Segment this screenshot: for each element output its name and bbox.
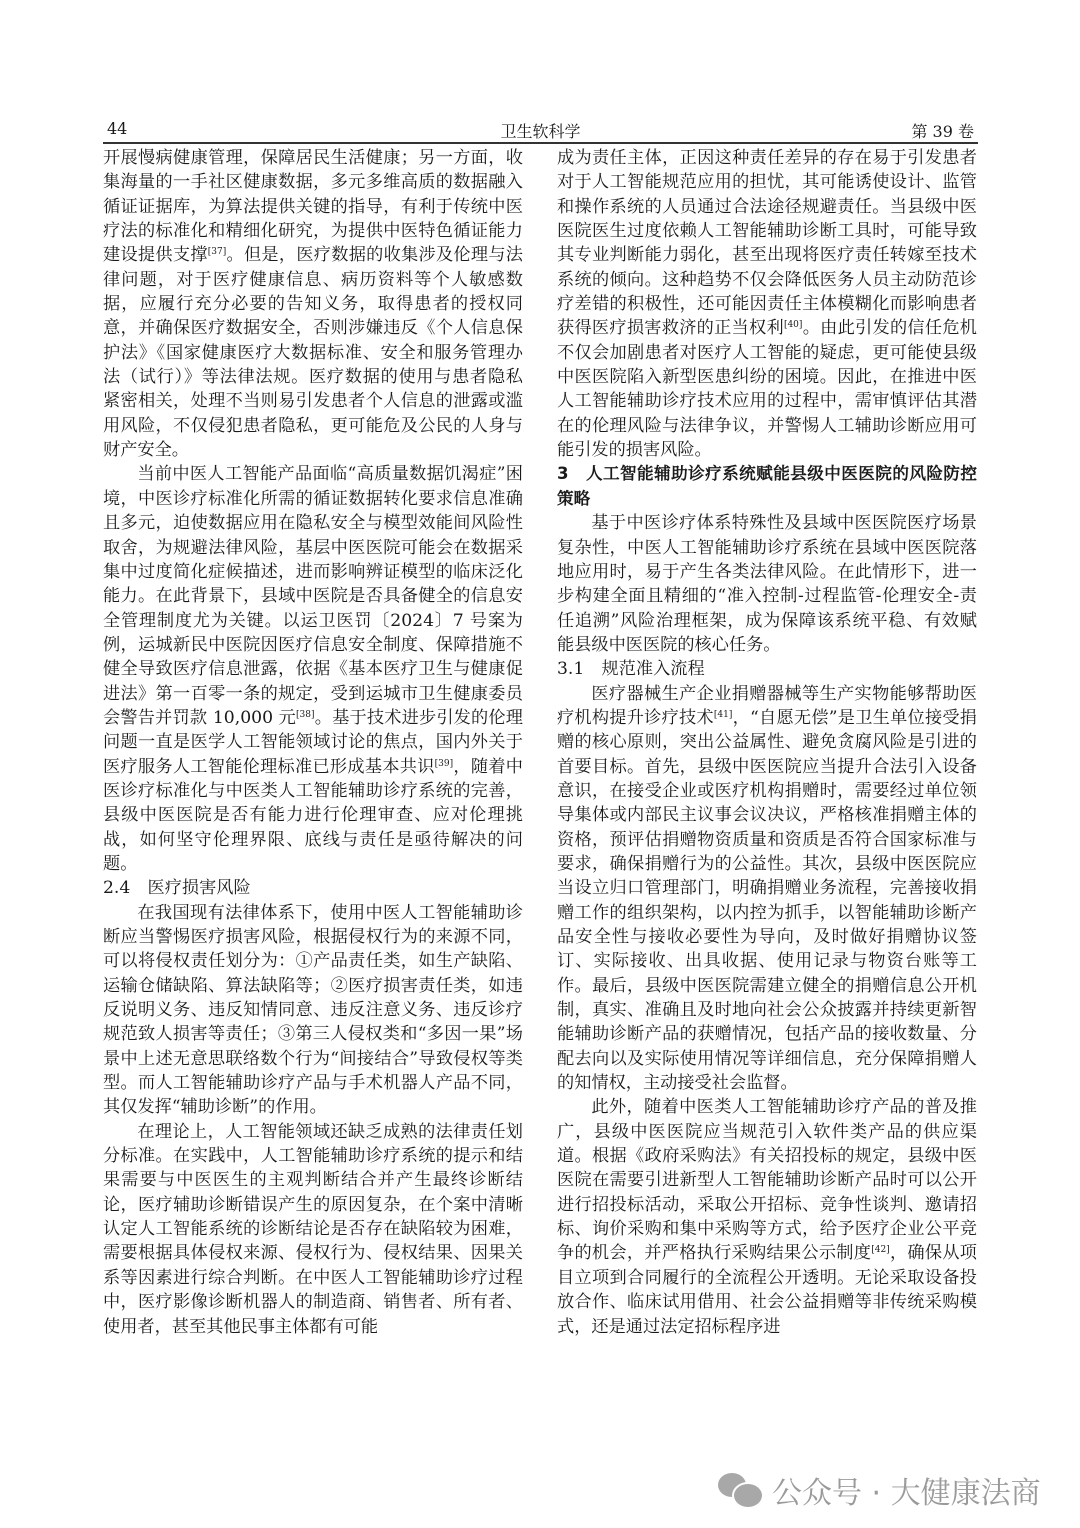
paragraph: 在理论上，人工智能领域还缺乏成熟的法律责任划分标准。在实践中，人工智能辅助诊疗系统的提示和结果需要与中医医生的主观判断结合并产生最终诊断结论，医疗辅助诊断错误产生的原因复杂，在个案中清晰认定人工智能系统的诊断结论是否存在缺陷较为困难，需要根据具体侵权来源、侵权行为、侵权结果、因果关系等因素进行综合判断。在中医人工智能辅助诊疗过程中，医疗影像诊断机器人的制造商、销售者、所有者、使用者，甚至其他民事主体都有可能 bbox=[103, 1121, 523, 1337]
citation[interactable]: [42] bbox=[871, 1245, 890, 1256]
citation[interactable]: [41] bbox=[713, 709, 733, 720]
paragraph: 在我国现有法律体系下，使用中医人工智能辅助诊断应当警惕医疗损害风险，根据侵权行为的来源不同，可以将侵权责任划分为：①产品责任类，如生产缺陷、运输仓储缺陷、算法缺陷等；②医疗损害责任类，如违反说明义务、违反知情同意、违反注意义务、违反诊疗规范致人损害等责任；③第三人侵权类和“多因一果”场景中上述无意思联络数个行为“间接结合”导致侵权等类型。而人工智能辅助诊疗产品与手术机器人产品不同，其仅发挥“辅助诊断”的作用。 bbox=[103, 902, 523, 1118]
watermark bbox=[718, 1470, 1041, 1510]
left-column bbox=[103, 146, 523, 1339]
wechat-icon bbox=[718, 1473, 762, 1507]
journal-title: 卫生软科学 bbox=[500, 122, 581, 141]
paragraph: 当前中医人工智能产品面临“高质量数据饥渴症”困境，中医诊疗标准化所需的循证数据转化要求信息准确且多元，迫使数据应用在隐私安全与模型效能间风险性取舍，为规避法律风险，基层中医医院可能会在数据采集中过度简化症候描述，进而影响辨证模型的临床泛化能力。在此背景下，县域中医院是否具备健全的信息安全管理制度尤为关键。以运卫医罚〔2024〕7 号案为例，运城新民中医院因医疗信息安全制度、保障措施不健全导致医疗信息泄露，依据《基本医疗卫生与健康促进法》第一百零一条的规定，受到运城市卫生健康委员会警告并罚款 10,000 元[38]。基于技术进步引发的伦理问题一直是医学人工智能领域讨论的焦点，国内外关于医疗服务人工智能伦理标准已形成基本共识[39]，随着中医诊疗标准化与中医类人工智能辅助诊疗系统的完善，县级中医医院是否有能力进行伦理审查、应对伦理挑战，如何坚守伦理界限、底线与责任是亟待解决的问题。 bbox=[103, 464, 523, 874]
page-number: 44 bbox=[107, 119, 128, 138]
paragraph: 开展慢病健康管理，保障居民生活健康；另一方面，收集海量的一手社区健康数据，多元多维高质的数据融入循证证据库，为算法提供关键的指导，有利于传统中医疗法的标准化和精细化研究，为提供中医特色循证能力建设提供支撑[37]。但是，医疗数据的收集涉及伦理与法律问题，对于医疗健康信息、病历资料等个人敏感数据，应履行充分必要的告知义务，取得患者的授权同意，并确保医疗数据安全，否则涉嫌违反《个人信息保护法》《国家健康医疗大数据标准、安全和服务管理办法（试行）》等法律法规。医疗数据的使用与患者隐私紧密相关，处理不当则易引发患者个人信息的泄露或滥用风险，不仅侵犯患者隐私，更可能危及公民的人身与财产安全。 bbox=[103, 148, 523, 461]
right-column bbox=[557, 146, 977, 1339]
paragraph: 基于中医诊疗体系特殊性及县域中医医院医疗场景复杂性，中医人工智能辅助诊疗系统在县域中医医院落地应用时，易于产生各类法律风险。在此情形下，进一步构建全面且精细的“准入控制-过程监管-伦理安全-责任追溯”风险治理框架，成为保障该系统平稳、有效赋能县级中医医院的核心任务。 bbox=[557, 513, 977, 655]
paragraph: 医疗器械生产企业捐赠器械等生产实物能够帮助医疗机构提升诊疗技术[41]，“自愿无偿”是卫生单位接受捐赠的核心原则，突出公益属性、避免贪腐风险是引进的首要目标。首先，县级中医医院应当提升合法引入设备意识，在接受企业或医疗机构捐赠时，需要经过单位领导集体或内部民主议事会议决议，严格核准捐赠主体的资格，预评估捐赠物资质量和资质是否符合国家标准与要求，确保捐赠行为的公益性。其次，县级中医医院应当设立归口管理部门，明确捐赠业务流程，完善接收捐赠工作的组织架构，以内控为抓手，以智能辅助诊断产品安全性与接收必要性为导向，及时做好捐赠协议签订、实际接收、出具收据、使用记录与物资台账等工作。最后，县级中医医院需建立健全的捐赠信息公开机制，真实、准确且及时地向社会公众披露并持续更新智能辅助诊断产品的获赠情况，包括产品的接收数量、分配去向以及实际使用情况等详细信息，充分保障捐赠人的知情权，主动接受社会监督。 bbox=[557, 683, 977, 1094]
watermark-text: 公众号 · 大健康法商 bbox=[772, 1476, 1041, 1511]
section-heading-3-1: 3.1 规范准入流程 bbox=[557, 659, 705, 680]
citation[interactable]: [40] bbox=[783, 320, 803, 331]
citation[interactable]: [37] bbox=[207, 247, 227, 258]
paragraph: 成为责任主体，正因这种责任差异的存在易于引发患者对于人工智能规范应用的担忧，其可能诱使设计、监管和操作系统的人员通过合法途径规避责任。当县级中医医院医生过度依赖人工智能辅助诊断工具时，可能导致其专业判断能力弱化，甚至出现将医疗责任转嫁至技术系统的倾向。这种趋势不仅会降低医务人员主动防范诊疗差错的积极性，还可能因责任主体模糊化而影响患者获得医疗损害救济的正当权利[40]。由此引发的信任危机不仅会加剧患者对医疗人工智能的疑虑，更可能使县级中医医院陷入新型医患纠纷的困境。因此，在推进中医人工智能辅助诊疗技术应用的过程中，需审慎评估其潜在的伦理风险与法律争议，并警惕人工辅助诊断应用可能引发的损害风险。 bbox=[557, 148, 977, 461]
citation[interactable]: [38] bbox=[296, 709, 315, 720]
section-heading-2-4: 2.4 医疗损害风险 bbox=[103, 878, 251, 899]
volume-label: 第 39 卷 bbox=[911, 122, 974, 141]
running-header bbox=[103, 116, 978, 144]
paragraph: 此外，随着中医类人工智能辅助诊疗产品的普及推广，县级中医医院应当规范引入软件类产品的供应渠道。根据《政府采购法》有关招投标的规定，县级中医医院在需要引进新型人工智能辅助诊断产品时可以公开进行招投标活动，采取公开招标、竞争性谈判、邀请招标、询价采购和集中采购等方式，给予医疗企业公平竞争的机会，并严格执行采购结果公示制度[42]，确保从项目立项到合同履行的全流程公开透明。无论采取设备投放合作、临床试用借用、社会公益捐赠等非传统采购模式，还是通过法定招标程序进 bbox=[557, 1097, 977, 1337]
section-heading-3: 3 人工智能辅助诊疗系统赋能县级中医医院的风险防控策略 bbox=[557, 464, 977, 508]
citation[interactable]: [39] bbox=[434, 758, 454, 769]
